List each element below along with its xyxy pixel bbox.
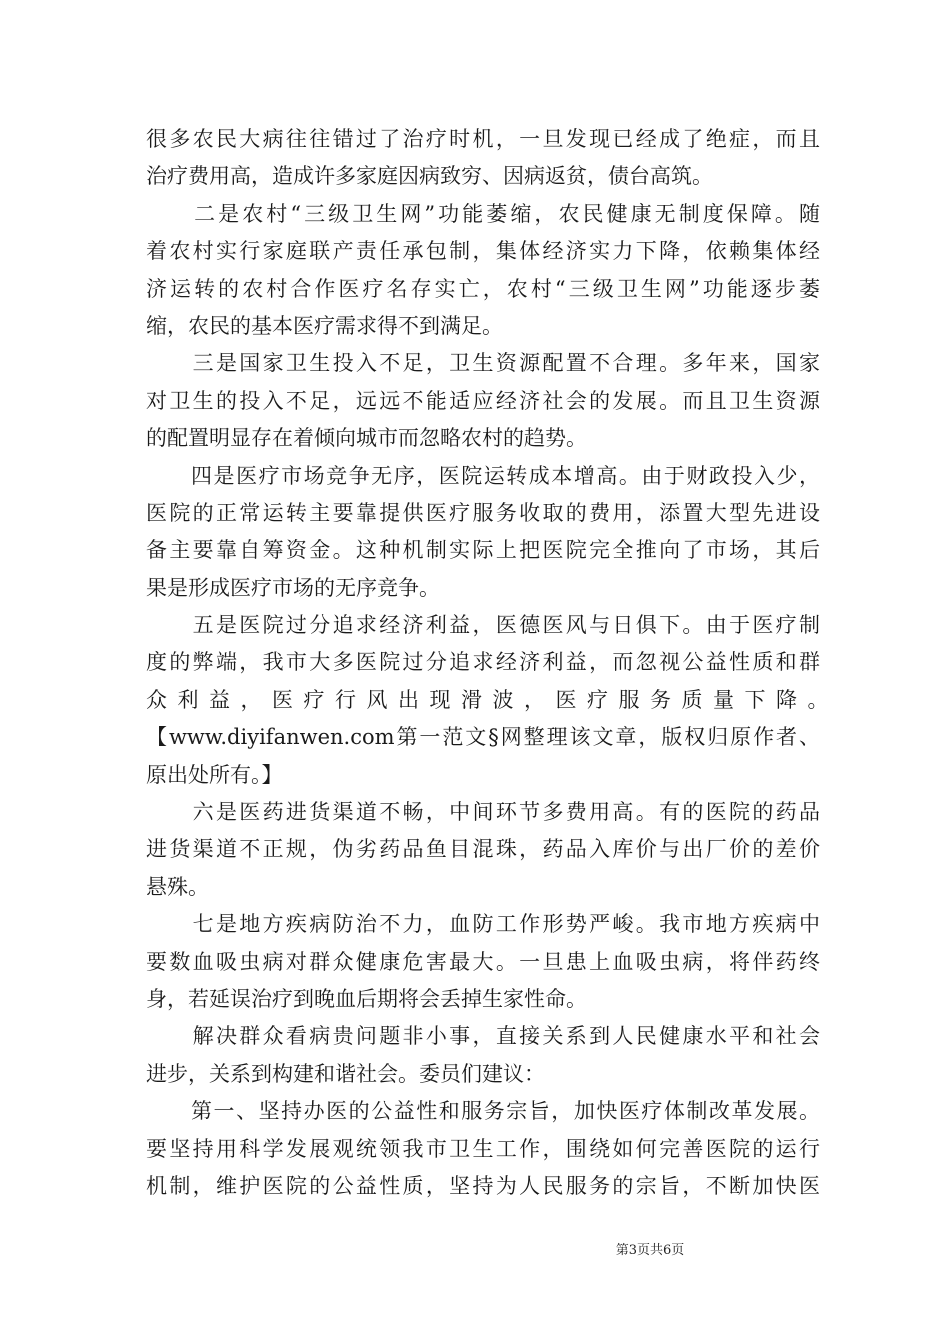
text-line: 缩，农民的基本医疗需求得不到满足。	[146, 313, 503, 338]
page-number: 第3页共6页	[615, 1243, 685, 1258]
text-line: 二是农村“三级卫生网”功能萎缩，农民健康无制度保障。随	[146, 201, 820, 226]
text-line: 七是地方疾病防治不力，血防工作形势严峻。我市地方疾病中	[146, 912, 820, 937]
text-line: 着农村实行家庭联产责任承包制，集体经济实力下降，依赖集体经	[146, 239, 820, 264]
text-line: 六是医药进货渠道不畅，中间环节多费用高。有的医院的药品	[146, 800, 820, 825]
text-line: 解决群众看病贵问题非小事，直接关系到人民健康水平和社会	[146, 1024, 820, 1049]
text-line: 众利益，医疗行风出现滑波，医疗服务质量下降。	[146, 687, 839, 712]
text-line: 度的弊端，我市大多医院过分追求经济利益，而忽视公益性质和群	[146, 650, 820, 675]
text-line: 果是形成医疗市场的无序竞争。	[146, 575, 440, 600]
text-line: 备主要靠自筹资金。这种机制实际上把医院完全推向了市场，其后	[146, 538, 820, 563]
text-line: 四是医疗市场竞争无序，医院运转成本增高。由于财政投入少，	[146, 463, 820, 488]
document-body	[146, 121, 839, 1205]
text-line: 对卫生的投入不足，远远不能适应经济社会的发展。而且卫生资源	[146, 388, 820, 413]
text-line: 五是医院过分追求经济利益，医德医风与日俱下。由于医疗制	[146, 613, 820, 638]
text-line: 悬殊。	[146, 874, 209, 899]
text-line: 第一、坚持办医的公益性和服务宗旨，加快医疗体制改革发展。	[146, 1099, 820, 1124]
text-line: 要数血吸虫病对群众健康危害最大。一旦患上血吸虫病，将伴药终	[146, 949, 820, 974]
text-line: 医院的正常运转主要靠提供医疗服务收取的费用，添置大型先进设	[146, 500, 820, 525]
page-footer	[0, 1239, 950, 1258]
text-line: 身，若延误治疗到晚血后期将会丢掉生家性命。	[146, 986, 587, 1011]
text-line: 很多农民大病往往错过了治疗时机，一旦发现已经成了绝症，而且	[146, 127, 820, 151]
text-line: 进步，关系到构建和谐社会。委员们建议：	[146, 1061, 545, 1086]
text-line: 原出处所有。】	[146, 762, 283, 787]
text-line: 【www.diyifanwen.com第一范文§网整理该文章，版权归原作者、	[146, 725, 820, 750]
text-line: 进货渠道不正规，伪劣药品鱼目混珠，药品入库价与出厂价的差价	[146, 837, 820, 862]
text-line: 机制，维护医院的公益性质，坚持为人民服务的宗旨，不断加快医	[146, 1173, 820, 1198]
text-line: 治疗费用高，造成许多家庭因病致穷、因病返贫，债台高筑。	[146, 164, 713, 189]
text-line: 济运转的农村合作医疗名存实亡，农村“三级卫生网”功能逐步萎	[146, 276, 820, 301]
text-line: 的配置明显存在着倾向城市而忽略农村的趋势。	[146, 426, 587, 451]
text-line: 三是国家卫生投入不足，卫生资源配置不合理。多年来，国家	[146, 351, 820, 376]
text-line: 要坚持用科学发展观统领我市卫生工作，围绕如何完善医院的运行	[146, 1136, 820, 1161]
